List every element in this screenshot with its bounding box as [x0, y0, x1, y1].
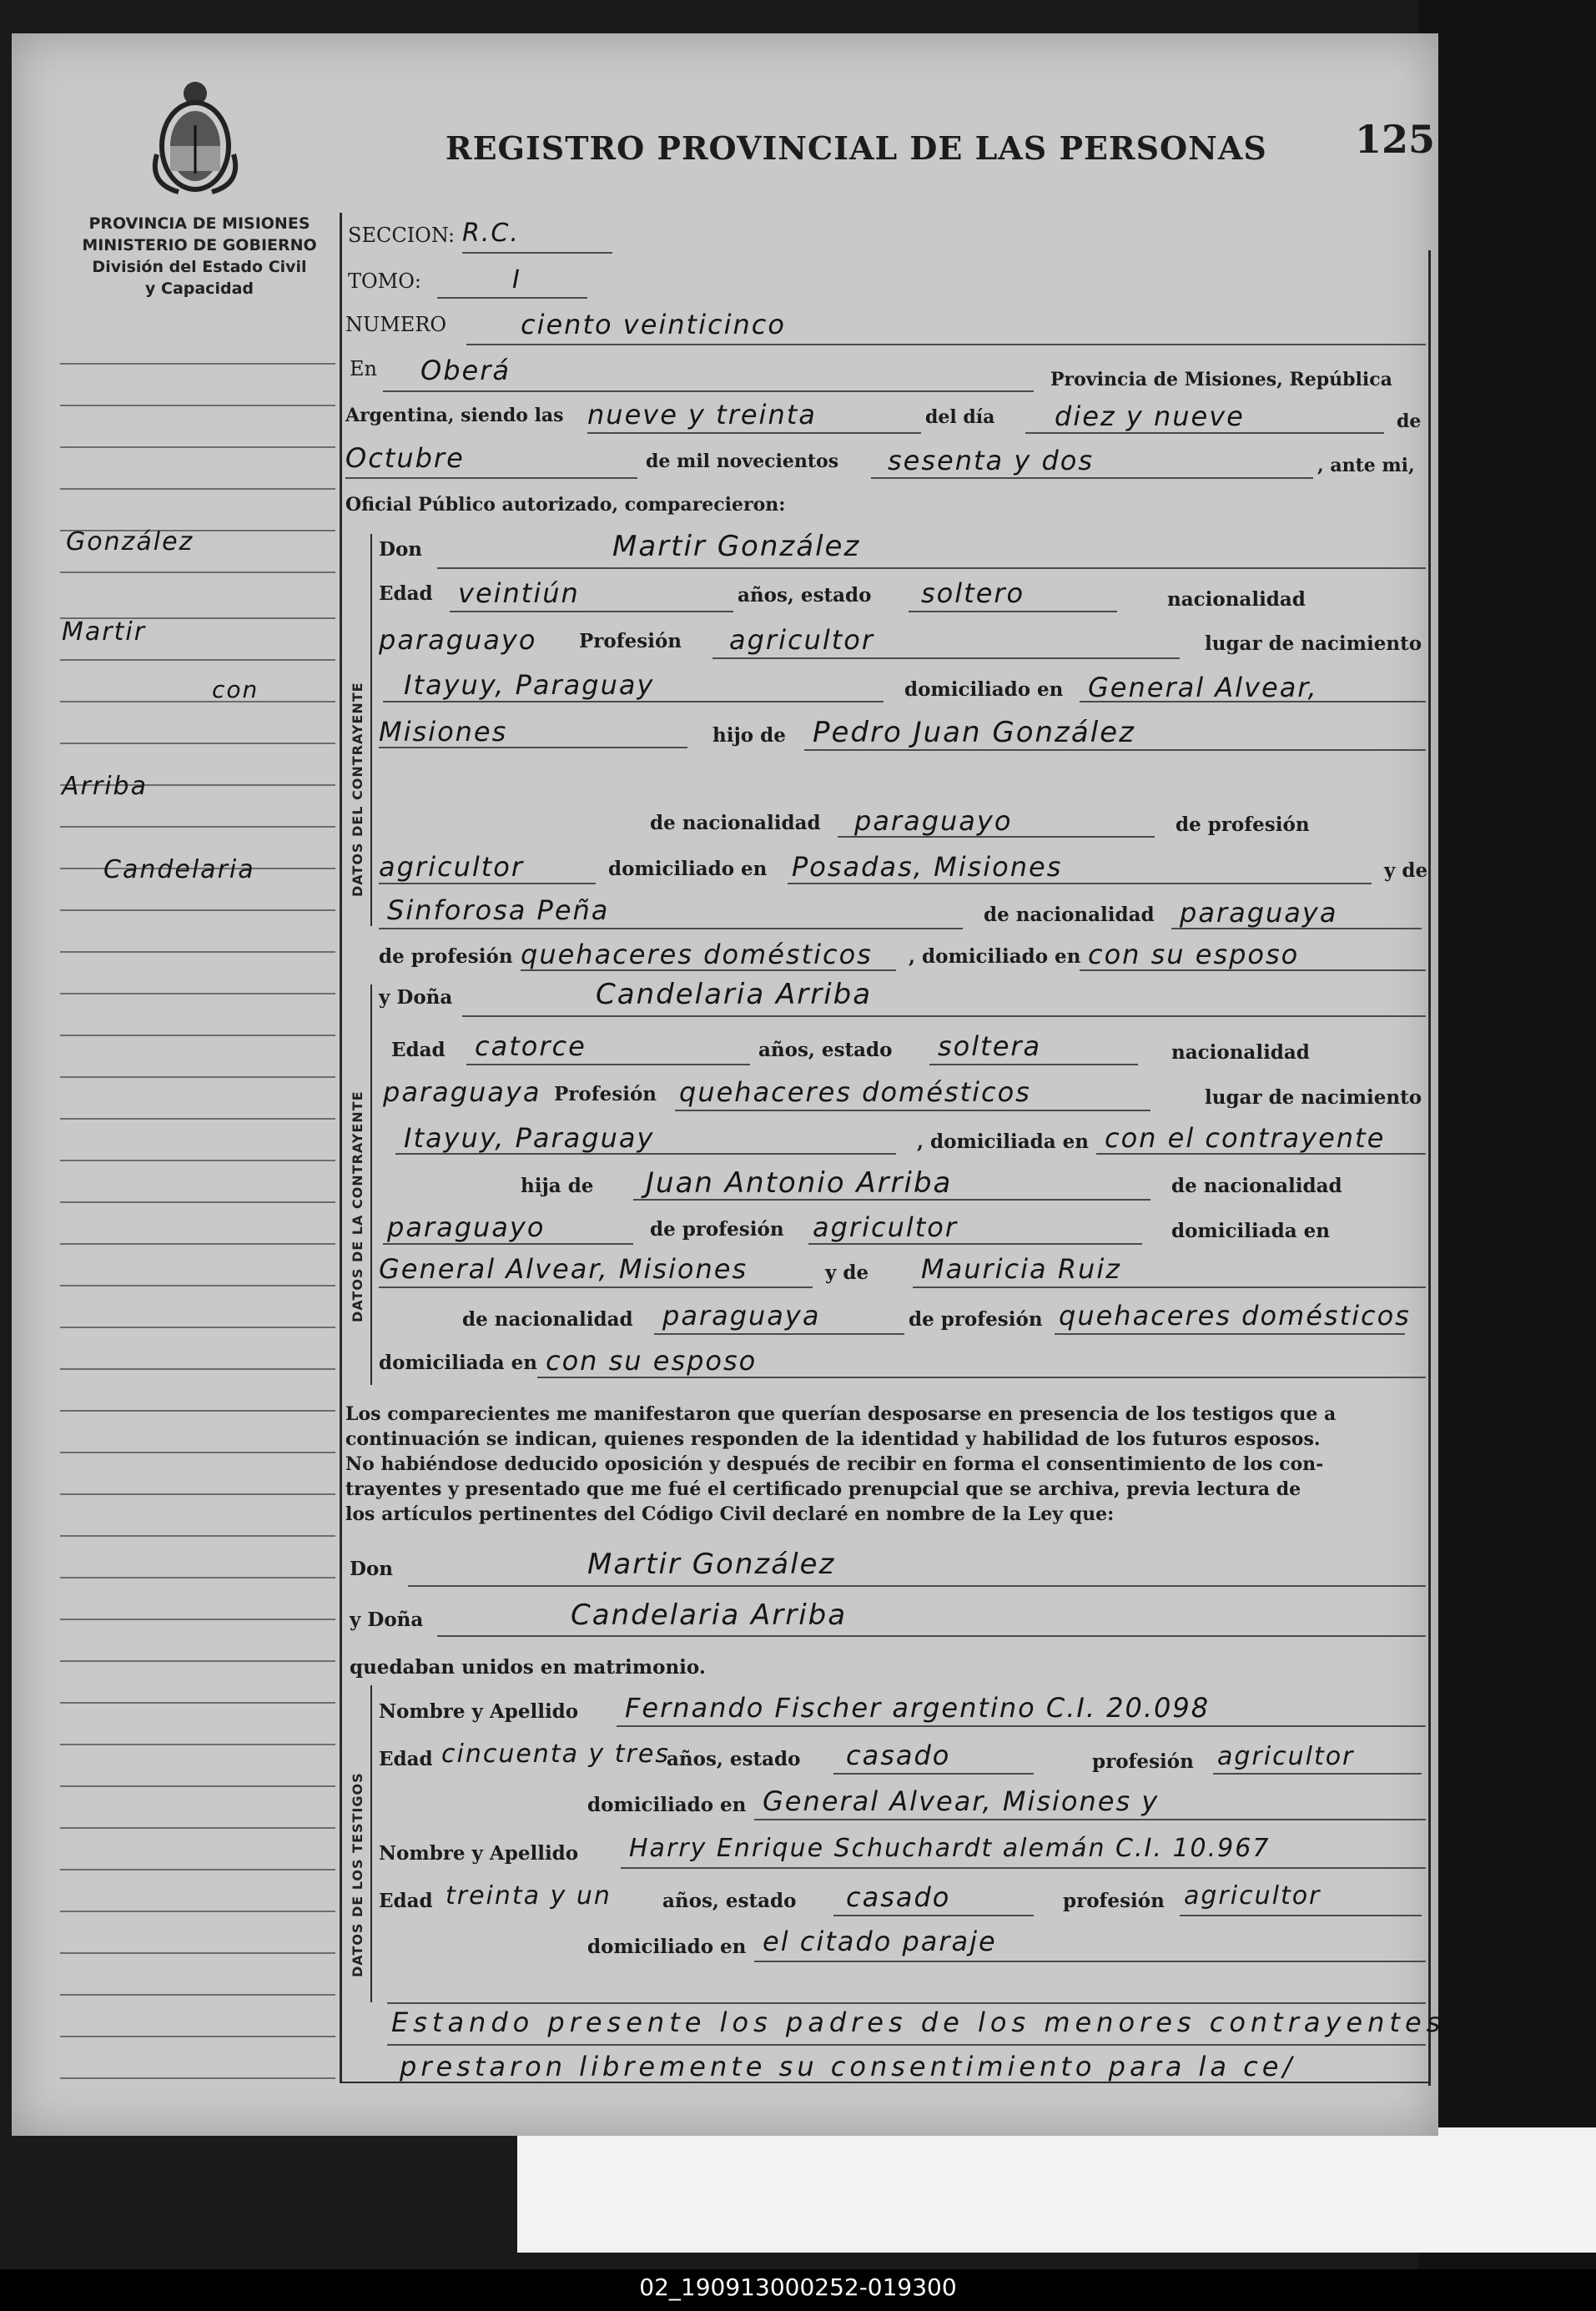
declaration-line: Los comparecientes me manifestaron que querían desposarse en presencia de los testigos que a: [345, 1403, 1337, 1425]
bride-dona-label: y Doña: [379, 986, 453, 1009]
groom-lugar-nac: Itayuy, Paraguay: [404, 669, 655, 701]
agency-line: y Capacidad: [145, 279, 254, 298]
bride-domicilio-underline: [1096, 1153, 1426, 1155]
w1-domicilio: General Alvear, Misiones y: [763, 1785, 1160, 1817]
del-dia-label: del día: [925, 406, 995, 428]
groom-name: Martir González: [612, 530, 861, 563]
w2-edad-label: Edad: [379, 1890, 433, 1912]
bride-profesion-underline: [675, 1110, 1150, 1111]
groom-section-border: [370, 534, 372, 926]
notes-line-2: prestaron libremente su consentimiento para la ce/: [400, 2051, 1296, 2082]
w1-nombre-underline: [617, 1725, 1426, 1727]
margin-note: Martir: [62, 617, 147, 647]
bride-lugar-nac-underline: [395, 1153, 896, 1155]
w1-profesion-label: profesión: [1092, 1750, 1194, 1773]
groom-madre-nacionalidad-underline: [1171, 928, 1422, 929]
groom-domicilio2: Misiones: [379, 716, 508, 748]
groom-de-nacionalidad-label: de nacionalidad: [650, 812, 821, 834]
declaration-line: los artículos pertinentes del Código Civil declaré en nombre de la Ley que:: [345, 1503, 1115, 1525]
hora-underline: [587, 432, 921, 434]
w2-domicilio: el citado paraje: [763, 1926, 997, 1957]
w2-domicilio-underline: [754, 1961, 1426, 1962]
groom-padre-profesion-underline: [379, 883, 596, 884]
de-label: de: [1397, 410, 1422, 432]
mes-value: Octubre: [345, 442, 465, 474]
bride-madre-domicilio: con su esposo: [546, 1345, 758, 1377]
declaration-text: [345, 1402, 1426, 1527]
form-left-border: [340, 213, 342, 2082]
scanner-background: [517, 2127, 1596, 2253]
anio-value: sesenta y dos: [888, 445, 1094, 476]
groom-nacionalidad: paraguayo: [379, 624, 537, 656]
groom-madre-profesion: quehaceres domésticos: [521, 939, 873, 970]
bride-de-nacionalidad-label: de nacionalidad: [1171, 1175, 1342, 1197]
w1-profesion: agricultor: [1217, 1742, 1355, 1771]
bride-de-profesion-label: de profesión: [650, 1218, 784, 1241]
groom-padre-domiciliado-label: domiciliado en: [608, 858, 768, 880]
w2-profesion: agricultor: [1184, 1881, 1322, 1911]
groom-madre-domicilio: con su esposo: [1088, 939, 1300, 970]
agency-block: [62, 213, 337, 300]
numero-underline: [466, 344, 1426, 345]
declaration-dona-label: y Doña: [350, 1609, 424, 1631]
agency-line: División del Estado Civil: [92, 258, 307, 276]
groom-madre-domicilio-underline: [1080, 969, 1426, 971]
groom-padre-nacionalidad-underline: [838, 836, 1155, 838]
groom-madre-profesion-underline: [521, 969, 896, 971]
bride-padre: Juan Antonio Arriba: [646, 1166, 953, 1200]
bride-madre-nacionalidad: paraguaya: [662, 1300, 821, 1332]
groom-madre-underline: [379, 928, 963, 929]
w1-estado: casado: [846, 1740, 951, 1771]
bride-madre: Mauricia Ruiz: [921, 1253, 1122, 1285]
bride-padre-underline: [633, 1199, 1150, 1201]
declaration-line: trayentes y presentado que me fué el certificado prenupcial que se archiva, previa lectura de: [345, 1478, 1301, 1500]
margin-note: Candelaria: [103, 855, 255, 884]
bride-edad-underline: [466, 1064, 750, 1065]
bride-estado: soltera: [938, 1030, 1042, 1062]
w2-estado-underline: [833, 1915, 1034, 1916]
w2-nombre-underline: [621, 1867, 1426, 1869]
bride-padre-profesion-underline: [808, 1243, 1142, 1245]
bride-padre-domicilio-underline: [379, 1286, 813, 1288]
bride-lugar-nac: Itayuy, Paraguay: [404, 1122, 655, 1154]
groom-don-label: Don: [379, 538, 423, 561]
groom-madre-nacionalidad: paraguaya: [1180, 897, 1338, 929]
novecientos-label: de mil novecientos: [646, 451, 839, 472]
declaration-dona: Candelaria Arriba: [571, 1599, 848, 1632]
bride-lugar-nac-label: lugar de nacimiento: [1205, 1086, 1422, 1109]
groom-padre-underline: [804, 749, 1426, 751]
groom-domiciliado-label: domiciliado en: [904, 678, 1064, 701]
w2-nombre: Harry Enrique Schuchardt alemán C.I. 10.967: [629, 1834, 1271, 1863]
groom-padre-nacionalidad: paraguayo: [854, 805, 1013, 837]
w1-profesion-underline: [1213, 1773, 1422, 1775]
agency-line: MINISTERIO DE GOBIERNO: [82, 236, 317, 254]
register-page: [12, 33, 1446, 2136]
groom-domicilio2-underline: [379, 747, 687, 748]
witnesses-section-border: [370, 1685, 372, 2002]
notes-line-1-underline: [387, 2044, 1426, 2046]
groom-y-de-label: y de: [1384, 859, 1428, 882]
bride-domiciliada-label: , domiciliada en: [917, 1130, 1089, 1153]
w1-domicilio-underline: [754, 1819, 1426, 1820]
w2-estado: casado: [846, 1881, 951, 1913]
bride-domicilio: con el contrayente: [1105, 1122, 1386, 1154]
groom-edad-underline: [450, 611, 733, 612]
bride-madre-nacionalidad-label: de nacionalidad: [462, 1308, 633, 1331]
w2-nombre-label: Nombre y Apellido: [379, 1842, 579, 1865]
notes-top-line: [387, 2002, 1426, 2004]
dia-value: diez y nueve: [1055, 400, 1245, 432]
seccion-underline: [462, 252, 612, 254]
bride-madre-nacionalidad-underline: [654, 1333, 904, 1335]
w1-edad-label: Edad: [379, 1748, 433, 1770]
groom-profesion-label: Profesión: [579, 630, 682, 652]
groom-domicilio: General Alvear,: [1088, 672, 1318, 703]
dia-underline: [1025, 432, 1384, 434]
lugar-value: Oberá: [420, 355, 511, 386]
en-label: En: [350, 357, 377, 380]
hora-value: nueve y treinta: [587, 399, 817, 430]
groom-madre: Sinforosa Peña: [387, 894, 610, 926]
unidos-text: quedaban unidos en matrimonio.: [350, 1656, 706, 1679]
seccion-label: SECCION:: [348, 224, 456, 247]
coat-of-arms-icon: [145, 75, 245, 200]
bride-section-label: DATOS DE LA CONTRAYENTE: [350, 1090, 365, 1322]
provincia-text: Provincia de Misiones, República: [1050, 369, 1392, 390]
bride-nacionalidad: paraguaya: [383, 1076, 541, 1108]
groom-name-underline: [437, 567, 1426, 569]
bride-padre-domiciliada-label: domiciliada en: [1171, 1220, 1330, 1242]
bride-name-underline: [462, 1015, 1426, 1017]
mes-underline: [345, 477, 637, 479]
w2-domiciliado-label: domiciliado en: [587, 1936, 747, 1958]
bride-edad: catorce: [475, 1030, 587, 1062]
form-right-border: [1428, 250, 1431, 2086]
w2-profesion-label: profesión: [1063, 1890, 1165, 1912]
witnesses-section-label: DATOS DE LOS TESTIGOS: [350, 1772, 365, 1977]
groom-edad: veintiún: [458, 577, 580, 609]
notes-line-1: Estando presente los padres de los menores contrayentes: [391, 2006, 1446, 2038]
w1-nombre: Fernando Fischer argentino C.I. 20.098: [625, 1692, 1211, 1724]
w1-edad: cincuenta y tres: [441, 1740, 670, 1769]
groom-estado: soltero: [921, 577, 1025, 609]
groom-lugar-nac-label: lugar de nacimiento: [1205, 632, 1422, 655]
groom-padre-domicilio-underline: [788, 883, 1372, 884]
bride-madre-profesion-underline: [1055, 1333, 1405, 1335]
tomo-value: I: [512, 265, 521, 295]
bride-madre-underline: [913, 1286, 1426, 1288]
groom-profesion-underline: [712, 657, 1180, 659]
groom-domicilio-underline: [1080, 701, 1426, 702]
bride-name: Candelaria Arriba: [596, 978, 873, 1011]
background-shadow: [1418, 0, 1596, 2269]
bride-edad-label: Edad: [391, 1039, 446, 1061]
w1-anios-estado: años, estado: [667, 1748, 801, 1770]
groom-estado-underline: [909, 611, 1117, 612]
tomo-label: TOMO:: [348, 269, 422, 293]
lugar-underline: [383, 390, 1034, 392]
w2-anios-estado: años, estado: [662, 1890, 797, 1912]
bride-profesion-label: Profesión: [554, 1083, 657, 1105]
groom-madre-nacionalidad-label: de nacionalidad: [984, 904, 1155, 926]
groom-nacionalidad-label: nacionalidad: [1167, 588, 1306, 611]
groom-edad-label: Edad: [379, 582, 433, 605]
tomo-underline: [437, 297, 587, 299]
groom-madre-domiciliado-label: , domiciliado en: [909, 945, 1081, 968]
anio-underline: [871, 477, 1313, 479]
declaration-line: continuación se indican, quienes responden de la identidad y habilidad de los futuros esposos.: [345, 1428, 1321, 1450]
w2-profesion-underline: [1180, 1915, 1422, 1916]
groom-hijo-de-label: hijo de: [712, 724, 786, 747]
bride-padre-nacionalidad-underline: [383, 1243, 633, 1245]
bride-padre-nacionalidad: paraguayo: [387, 1211, 546, 1243]
ante-mi-text: , ante mi,: [1317, 455, 1415, 476]
groom-section-label: DATOS DEL CONTRAYENTE: [350, 682, 365, 897]
bride-nacionalidad-label: nacionalidad: [1171, 1041, 1310, 1064]
w1-domiciliado-label: domiciliado en: [587, 1794, 747, 1816]
groom-anios-estado: años, estado: [738, 584, 872, 607]
margin-note: con: [212, 676, 259, 703]
bride-madre-profesion: quehaceres domésticos: [1059, 1300, 1411, 1332]
bride-padre-profesion: agricultor: [813, 1211, 959, 1243]
w1-estado-underline: [833, 1773, 1034, 1775]
margin-note: González: [66, 527, 194, 556]
declaration-don-label: Don: [350, 1558, 394, 1580]
bride-anios-estado: años, estado: [758, 1039, 893, 1061]
groom-padre-domicilio: Posadas, Misiones: [792, 851, 1063, 883]
bride-profesion: quehaceres domésticos: [679, 1076, 1031, 1108]
numero-value: ciento veinticinco: [521, 309, 786, 340]
groom-lugar-nac-underline: [383, 701, 884, 702]
margin-note: Arriba: [62, 772, 148, 801]
numero-label: NUMERO: [345, 313, 447, 336]
bride-section-border: [370, 984, 372, 1385]
groom-de-profesion-label: de profesión: [1176, 813, 1310, 836]
bride-padre-domicilio: General Alvear, Misiones: [379, 1253, 748, 1285]
argentina-text: Argentina, siendo las: [345, 405, 564, 426]
w2-edad: treinta y un: [446, 1881, 612, 1911]
declaration-don: Martir González: [587, 1548, 836, 1581]
bride-madre-domicilio-underline: [537, 1377, 1426, 1378]
bride-hija-de-label: hija de: [521, 1175, 594, 1197]
bride-madre-domiciliada-label: domiciliada en: [379, 1352, 537, 1374]
w1-nombre-label: Nombre y Apellido: [379, 1700, 579, 1723]
bride-madre-profesion-label: de profesión: [909, 1308, 1043, 1331]
groom-padre-profesion: agricultor: [379, 851, 525, 883]
declaration-don-underline: [408, 1585, 1426, 1587]
page-number: 125: [1355, 117, 1436, 162]
page-title: REGISTRO PROVINCIAL DE LAS PERSONAS: [446, 129, 1267, 167]
declaration-line: No habiéndose deducido oposición y después de recibir en forma el consentimiento de los con-: [345, 1453, 1324, 1475]
declaration-dona-underline: [437, 1635, 1426, 1637]
bride-y-de-label: y de: [825, 1261, 869, 1284]
file-name-label: 02_190913000252-019300: [639, 2273, 957, 2301]
groom-padre: Pedro Juan González: [813, 716, 1135, 749]
bride-estado-underline: [929, 1064, 1138, 1065]
groom-madre-profesion-label: de profesión: [379, 945, 513, 968]
seccion-value: R.C.: [462, 219, 520, 248]
oficial-text: Oficial Público autorizado, comparecieron:: [345, 494, 786, 516]
agency-line: PROVINCIA DE MISIONES: [88, 214, 310, 233]
groom-profesion: agricultor: [729, 624, 875, 656]
